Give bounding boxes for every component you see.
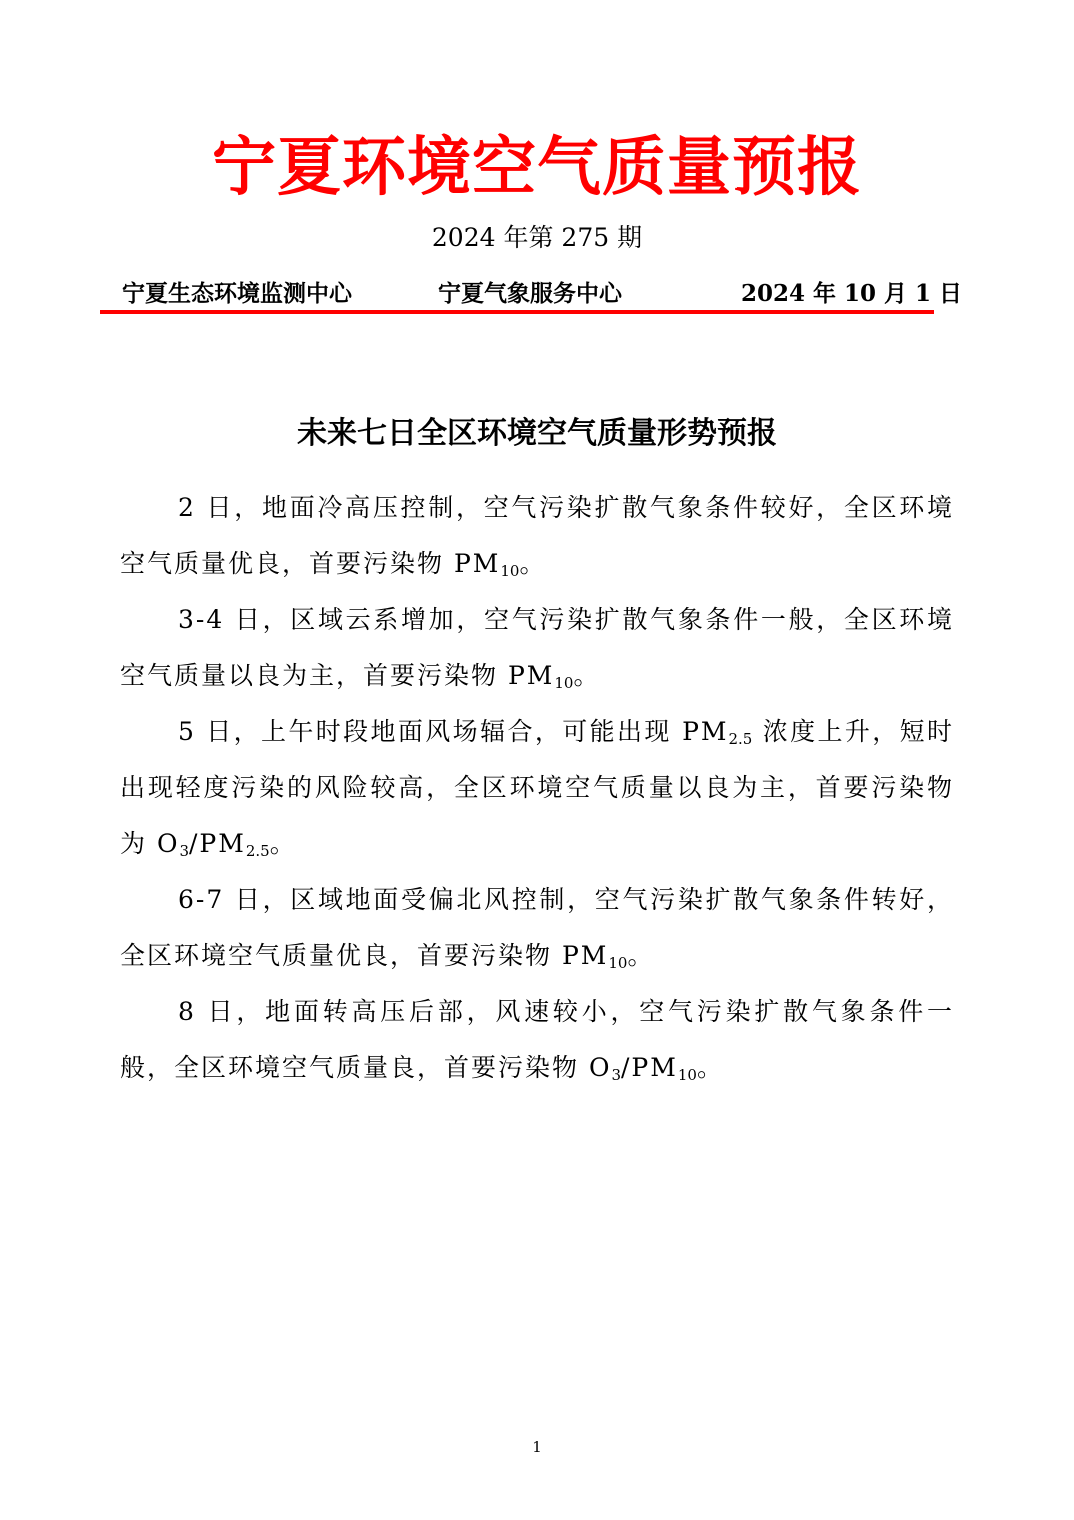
page-number: 1 xyxy=(532,1438,542,1456)
forecast-paragraph-day3-4: 3-4 日，区域云系增加，空气污染扩散气象条件一般，全区环境空气质量以良为主，首要污染物 $PM_{10}$。 xyxy=(120,605,954,692)
issuer-monitoring-center: 宁夏生态环境监测中心 xyxy=(122,280,352,307)
forecast-paragraph-day6-7: 6-7 日，区域地面受偏北风控制，空气污染扩散气象条件转好，全区环境空气质量优良，首要污染物 $PM_{10}$。 xyxy=(120,885,954,972)
section-title: 未来七日全区环境空气质量形势预报 xyxy=(297,416,777,451)
masthead-title: 宁夏环境空气质量预报 xyxy=(212,130,862,205)
issuer-meteorological-center: 宁夏气象服务中心 xyxy=(438,280,622,307)
issue-date: 2024 年 10 月 1 日 xyxy=(741,280,963,307)
issue-number: 2024 年第 275 期 xyxy=(431,223,643,252)
forecast-paragraph-day2: 2 日，地面冷高压控制，空气污染扩散气象条件较好，全区环境空气质量优良，首要污染物 $PM_{10}$。 xyxy=(120,493,954,580)
forecast-paragraph-day5: 5 日，上午时段地面风场辐合，可能出现 $PM_{2.5}$ 浓度上升，短时出现轻度污染的风险较高，全区环境空气质量以良为主，首要污染物为 $O_3/PM_{2.5}$。 xyxy=(120,717,954,860)
forecast-paragraph-day8: 8 日，地面转高压后部，风速较小，空气污染扩散气象条件一般，全区环境空气质量良，首要污染物 $O_3/PM_{10}$。 xyxy=(120,997,954,1084)
forecast-body xyxy=(120,480,954,1096)
red-divider-rule xyxy=(100,310,934,314)
